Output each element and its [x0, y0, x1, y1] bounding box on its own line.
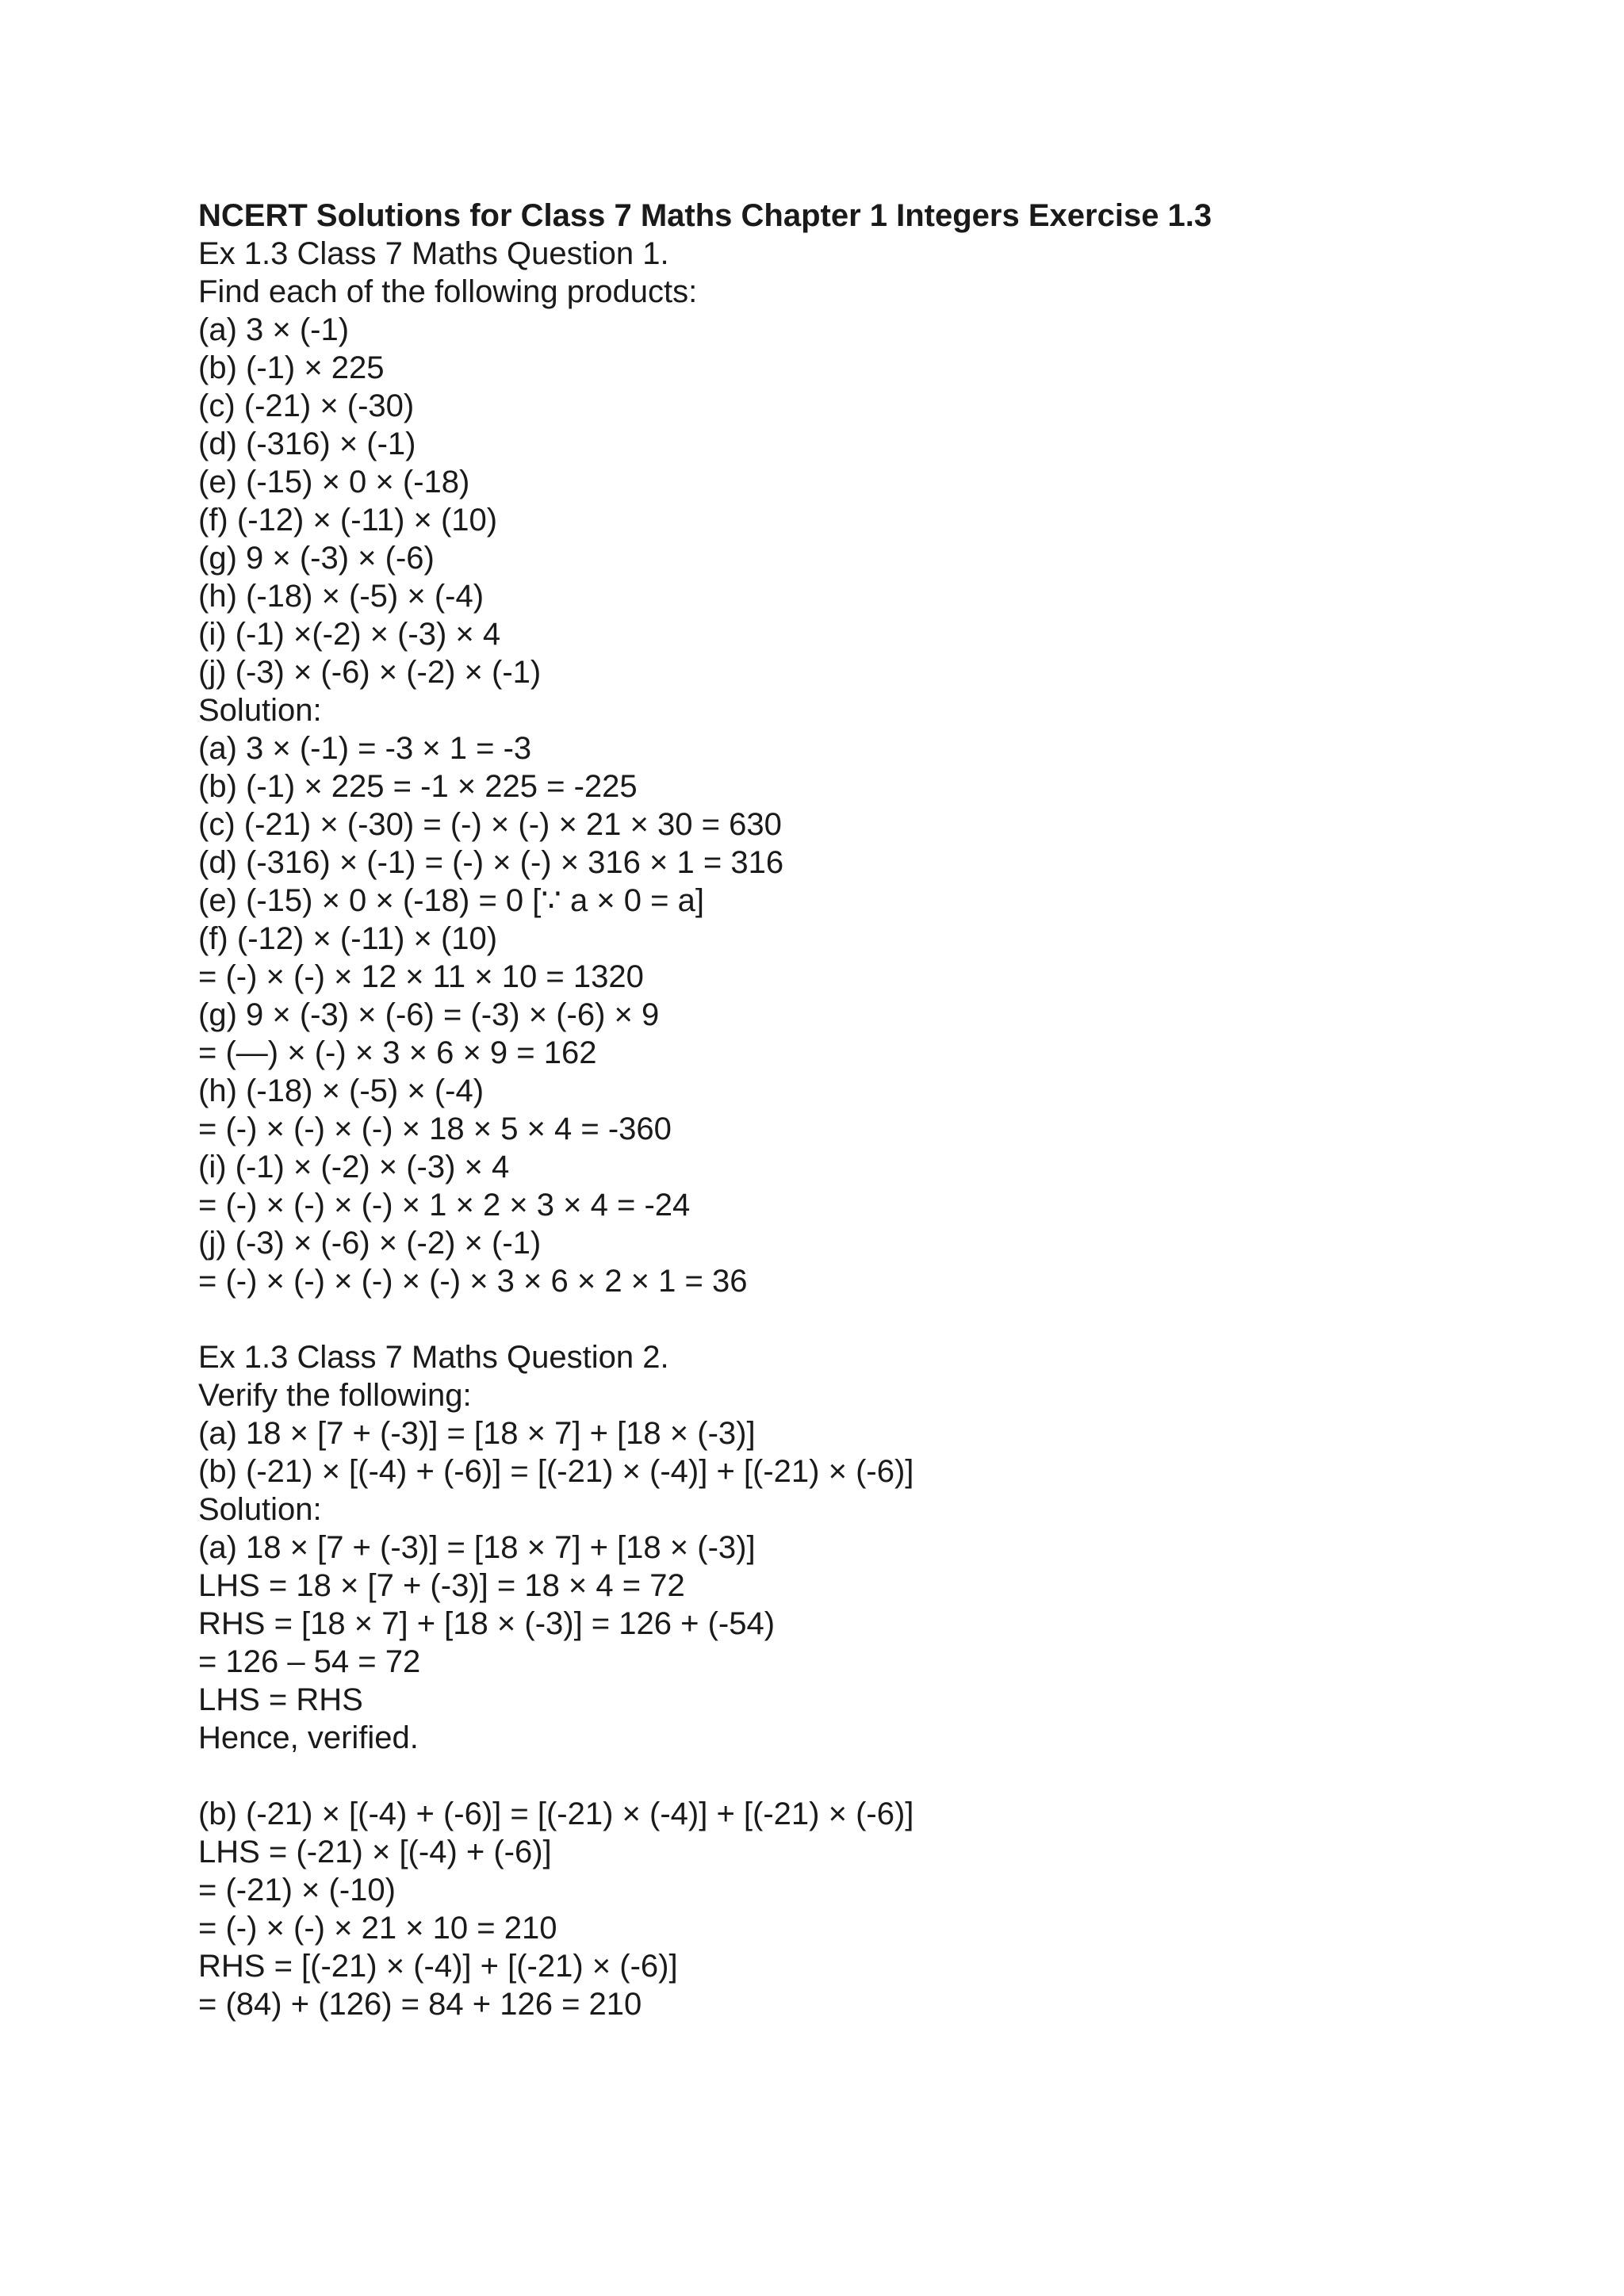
solution-line: RHS = [(-21) × (-4)] + [(-21) × (-6)]: [198, 1949, 678, 1984]
solution-line: = (-) × (-) × (-) × 1 × 2 × 3 × 4 = -24: [198, 1188, 691, 1223]
solution-line: LHS = RHS: [198, 1682, 363, 1717]
solution-line: (h) (-18) × (-5) × (-4): [198, 1073, 485, 1108]
solution-line: Hence, verified.: [198, 1720, 419, 1755]
solution-line: = 126 – 54 = 72: [198, 1644, 421, 1679]
solution-line: (b) (-1) × 225 = -1 × 225 = -225: [198, 769, 638, 804]
document-body: [198, 197, 1562, 2023]
question-1-item-d: (d) (-316) × (-1): [198, 427, 416, 461]
solution-line: (j) (-3) × (-6) × (-2) × (-1): [198, 1226, 542, 1261]
solution-line: LHS = (-21) × [(-4) + (-6)]: [198, 1835, 552, 1869]
question-1-item-f: (f) (-12) × (-11) × (10): [198, 503, 498, 538]
solution-line: (e) (-15) × 0 × (-18) = 0 [∵ a × 0 = a]: [198, 883, 704, 918]
section-spacer: [198, 1757, 1562, 1795]
question-2-heading: Ex 1.3 Class 7 Maths Question 2.: [198, 1340, 669, 1375]
solution-line: = (-) × (-) × 12 × 11 × 10 = 1320: [198, 959, 644, 994]
question-1-item-c: (c) (-21) × (-30): [198, 388, 415, 423]
question-2-solution-label: Solution:: [198, 1492, 322, 1527]
question-1-item-i: (i) (-1) ×(-2) × (-3) × 4: [198, 617, 501, 652]
section-spacer: [198, 1300, 1562, 1338]
solution-line: (c) (-21) × (-30) = (-) × (-) × 21 × 30 = 630: [198, 807, 782, 842]
solution-line: = (-21) × (-10): [198, 1873, 396, 1908]
solution-line: = (-) × (-) × (-) × (-) × 3 × 6 × 2 × 1 = 36: [198, 1264, 748, 1299]
solution-line: (i) (-1) × (-2) × (-3) × 4: [198, 1150, 510, 1184]
question-1-item-b: (b) (-1) × 225: [198, 350, 385, 385]
question-2-item-b: (b) (-21) × [(-4) + (-6)] = [(-21) × (-4)] + [(-21) × (-6)]: [198, 1454, 914, 1489]
question-1-item-h: (h) (-18) × (-5) × (-4): [198, 579, 485, 614]
question-1-item-a: (a) 3 × (-1): [198, 312, 350, 347]
solution-line: = (-) × (-) × 21 × 10 = 210: [198, 1911, 557, 1946]
question-1-solution-label: Solution:: [198, 693, 322, 728]
question-1-item-g: (g) 9 × (-3) × (-6): [198, 541, 435, 576]
solution-line: (a) 18 × [7 + (-3)] = [18 × 7] + [18 × (-3)]: [198, 1530, 756, 1565]
question-1-item-e: (e) (-15) × 0 × (-18): [198, 465, 470, 499]
solution-line: (f) (-12) × (-11) × (10): [198, 921, 498, 956]
solution-line: = (84) + (126) = 84 + 126 = 210: [198, 1987, 642, 2022]
solution-line: (b) (-21) × [(-4) + (-6)] = [(-21) × (-4)] + [(-21) × (-6)]: [198, 1797, 914, 1831]
question-2-prompt: Verify the following:: [198, 1378, 472, 1413]
question-1-heading: Ex 1.3 Class 7 Maths Question 1.: [198, 236, 669, 271]
solution-line: = (-) × (-) × (-) × 18 × 5 × 4 = -360: [198, 1112, 672, 1146]
question-1-item-j: (j) (-3) × (-6) × (-2) × (-1): [198, 655, 542, 690]
question-1-prompt: Find each of the following products:: [198, 274, 698, 309]
solution-line: (g) 9 × (-3) × (-6) = (-3) × (-6) × 9: [198, 997, 660, 1032]
question-2-item-a: (a) 18 × [7 + (-3)] = [18 × 7] + [18 × (-3)]: [198, 1416, 756, 1451]
solution-line: (a) 3 × (-1) = -3 × 1 = -3: [198, 731, 532, 766]
page-title: NCERT Solutions for Class 7 Maths Chapter 1 Integers Exercise 1.3: [198, 198, 1212, 233]
solution-line: = (—) × (-) × 3 × 6 × 9 = 162: [198, 1035, 597, 1070]
solution-line: LHS = 18 × [7 + (-3)] = 18 × 4 = 72: [198, 1568, 685, 1603]
solution-line: (d) (-316) × (-1) = (-) × (-) × 316 × 1 = 316: [198, 845, 784, 880]
solution-line: RHS = [18 × 7] + [18 × (-3)] = 126 + (-54): [198, 1606, 776, 1641]
